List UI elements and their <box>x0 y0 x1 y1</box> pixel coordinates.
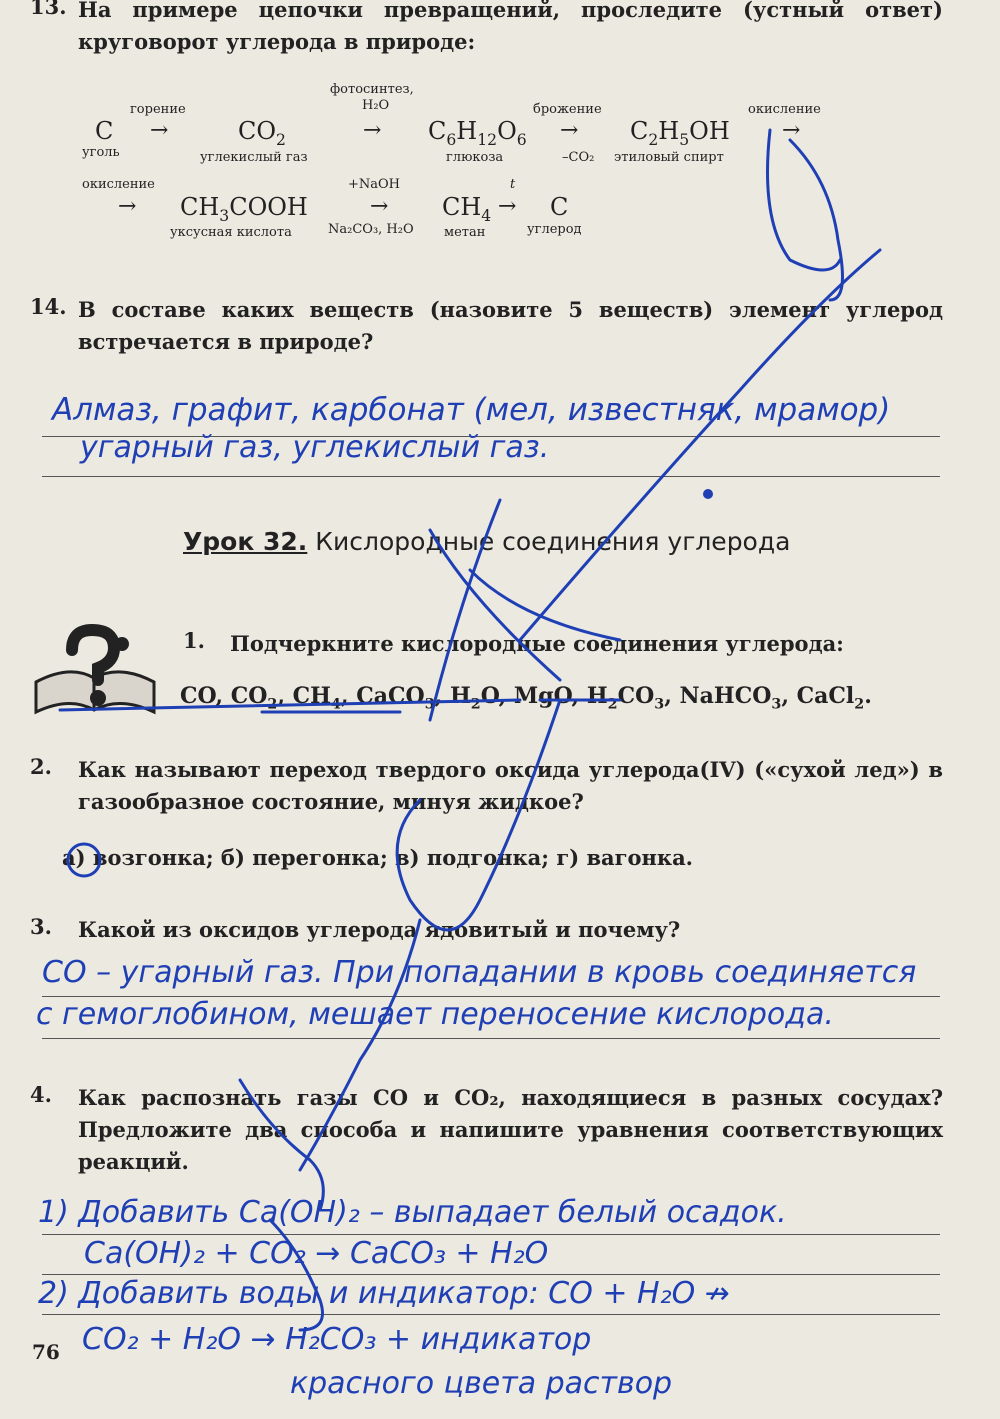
q2-number: 2. <box>30 754 52 779</box>
chain-co2: $CO_2$ <box>238 117 286 149</box>
chain-arrow3: → <box>560 118 579 143</box>
chain-arrow7: → <box>498 194 517 219</box>
q3-answer-line2: с гемоглобином, мешает переносение кислорода. <box>36 997 834 1032</box>
chain-arrow5: → <box>118 194 137 219</box>
chain-arrow3-label-below: –CO₂ <box>562 150 595 165</box>
q4-answer-line1: 1) Добавить Ca(OH)₂ – выпадает белый осадок. <box>38 1195 787 1230</box>
chain-methane-label: метан <box>444 225 486 240</box>
chain-glucose: $C_6H_{12}O_6$ <box>428 117 527 149</box>
q4-answer-line5: красного цвета раствор <box>290 1366 673 1401</box>
chain-carbon-label: углерод <box>527 222 582 237</box>
lesson-number: Урок 32. <box>183 527 308 556</box>
chain-arrow1: → <box>150 118 169 143</box>
q13-number: 13. <box>30 0 67 19</box>
chain-co2-label: углекислый газ <box>200 150 308 165</box>
q3-text: Какой из оксидов углерода ядовитый и почему? <box>78 917 681 942</box>
q14-answer-line2: угарный газ, углекислый газ. <box>80 430 550 465</box>
chain-arrow4: → <box>782 118 801 143</box>
chain-arrow6-label: +NaOH <box>348 177 401 192</box>
chain-arrow5-label: окисление <box>82 177 155 192</box>
q1-text: Подчеркните кислородные соединения углерода: <box>230 631 844 656</box>
q3-number: 3. <box>30 914 52 939</box>
chain-ethanol: $C_2H_5OH$ <box>630 117 730 149</box>
q14-answer-line1: Алмаз, графит, карбонат (мел, известняк, мрамор) <box>52 392 891 428</box>
chain-arrow2-label: фотосинтез, <box>330 82 414 97</box>
q4-answer-line4: CO₂ + H₂O → H₂CO₃ + индикатор <box>82 1322 592 1357</box>
q1-formulas: CO, $CO_2$, $CH_4$, CaCO$_3$, $H_2O$, MgO, $H_2CO_3$, NaHCO$_3$, CaCl$_2$. <box>180 683 872 713</box>
chain-ethanol-label: этиловый спирт <box>614 150 724 165</box>
q13-text: На примере цепочки превращений, проследите (устный ответ) круговорот углерода в природе: <box>78 0 943 54</box>
chain-methane: $CH_4$ <box>442 193 492 225</box>
chain-arrow4-label: окисление <box>748 102 821 117</box>
chain-arrow7-label: t <box>510 177 516 192</box>
chain-arrow6-label-below: Na₂CO₃, H₂O <box>328 222 414 237</box>
chain-c-coal: C <box>95 117 114 145</box>
q14-number: 14. <box>30 294 67 319</box>
chain-glucose-label: глюкоза <box>446 150 504 165</box>
chain-arrow2-label2: H₂O <box>362 98 390 113</box>
q2-text: Как называют переход твердого оксида углерода(IV) («сухой лед») в газообразное состояние, минуя жидкое? <box>78 757 943 814</box>
chain-arrow1-label: горение <box>130 102 186 117</box>
page-number: 76 <box>32 1340 60 1364</box>
q4-answer-line3: 2) Добавить воды и индикатор: CO + H₂O ↛ <box>38 1276 730 1311</box>
chain-arrow3-label: брожение <box>533 102 602 117</box>
q4-answer-line2: Ca(OH)₂ + CO₂ → CaCO₃ + H₂O <box>84 1236 549 1271</box>
q14-text: В составе каких веществ (назовите 5 веществ) элемент углерод встречается в природе? <box>78 297 943 354</box>
chain-arrow2: → <box>363 118 382 143</box>
chain-acetic-acid: $CH_3COOH$ <box>180 193 308 225</box>
q4-number: 4. <box>30 1082 52 1107</box>
q2-options: а) возгонка; б) перегонка; в) подгонка; г) вагонка. <box>62 845 693 870</box>
q3-answer-line1: СО – угарный газ. При попадании в кровь соединяется <box>42 955 917 990</box>
chain-c-coal-label: уголь <box>82 145 120 160</box>
q1-number: 1. <box>183 628 205 653</box>
q4-text: Как распознать газы CO и CO₂, находящиеся в разных сосудах? Предложите два способа и напишите уравнения соответствующих реакций. <box>78 1085 943 1174</box>
chain-arrow6: → <box>370 194 389 219</box>
chain-carbon: C <box>550 193 569 221</box>
lesson-title: Кислородные соединения углерода <box>315 527 791 556</box>
chain-acetic-acid-label: уксусная кислота <box>170 225 292 240</box>
